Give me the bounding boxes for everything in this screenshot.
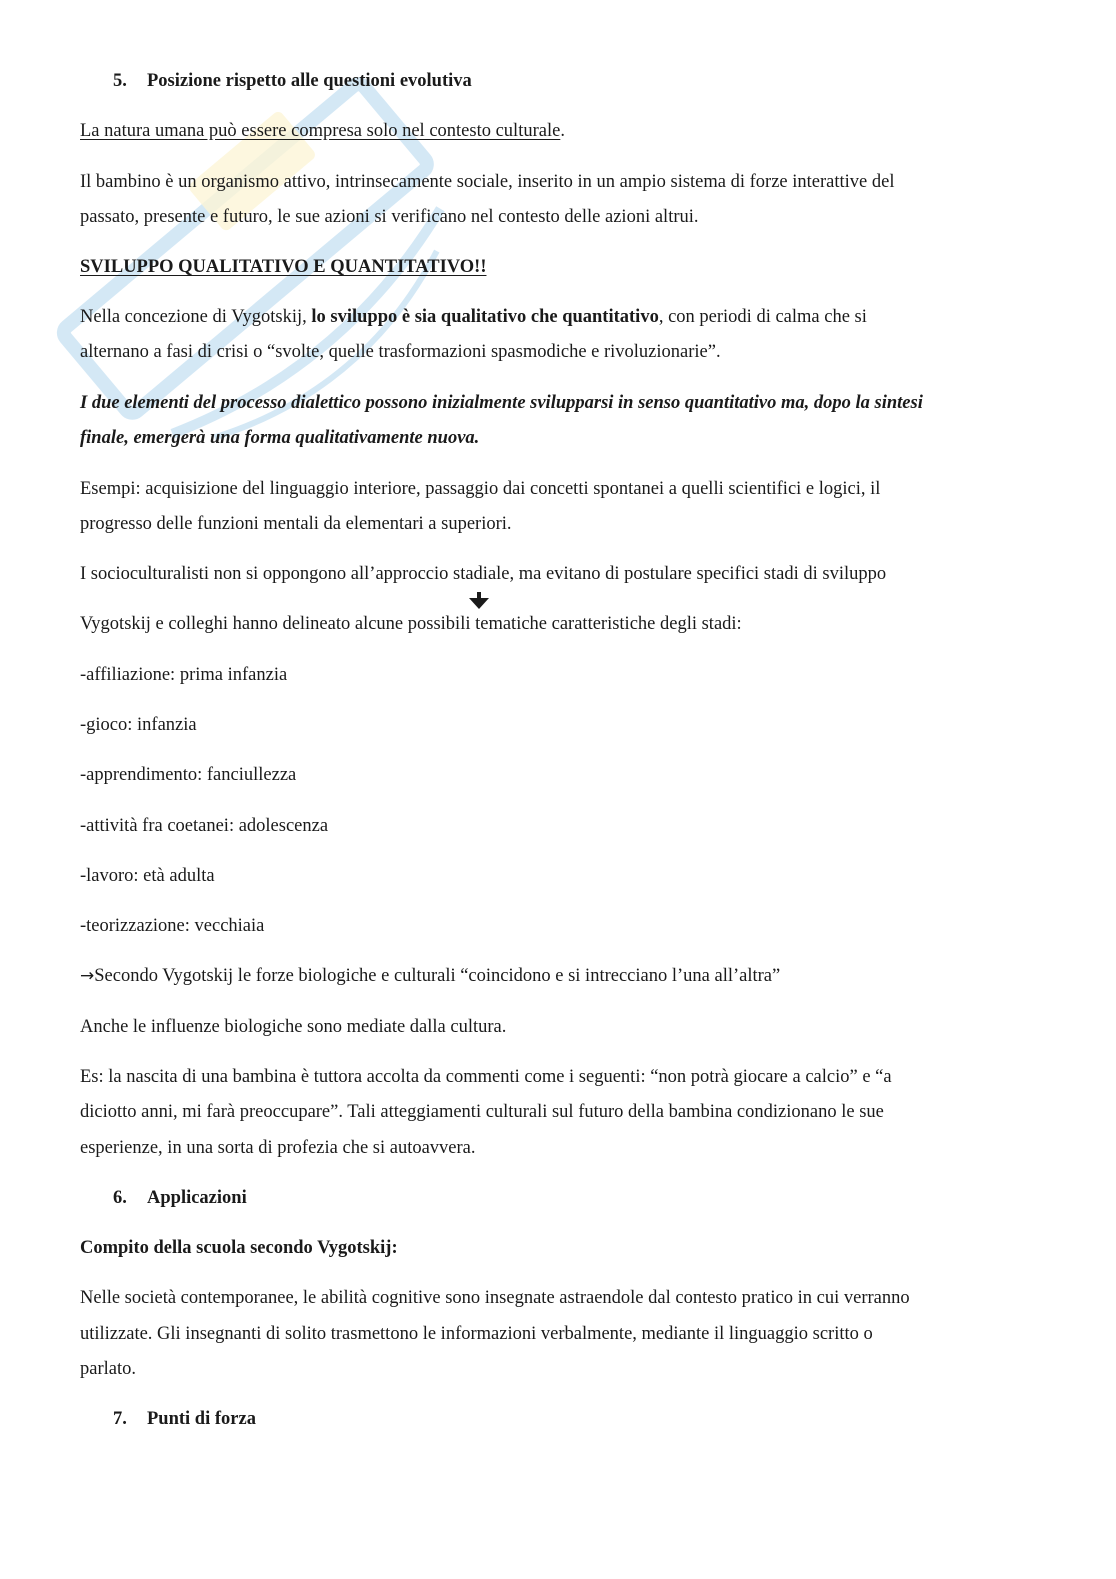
section-number: 7. [113,1409,127,1429]
paragraph-line: Nella concezione di Vygotskij, lo sviluppo è sia qualitativo che quantitativo, con periodi di calma che si [80,307,867,327]
arrow-down-icon [468,592,490,610]
bold-phrase: lo sviluppo è sia qualitativo che quantitativo [311,307,659,327]
list-item: -lavoro: età adulta [80,866,215,886]
list-item: -affiliazione: prima infanzia [80,665,288,685]
section-title: Posizione rispetto alle questioni evolutiva [147,71,472,91]
bold-italic-line: finale, emergerà una forma qualitativamente nuova. [80,428,480,448]
paragraph-line: passato, presente e futuro, le sue azioni si verificano nel contesto delle azioni altrui. [80,207,699,227]
section-number: 5. [113,71,127,91]
paragraph-line: Vygotskij e colleghi hanno delineato alcune possibili tematiche caratteristiche degli stadi: [80,614,742,634]
section-title: Applicazioni [147,1188,247,1208]
list-item: -gioco: infanzia [80,715,197,735]
paragraph-line: utilizzate. Gli insegnanti di solito trasmettono le informazioni verbalmente, mediante il linguaggio scritto o [80,1324,873,1344]
paragraph-line: Es: la nascita di una bambina è tuttora accolta da commenti come i seguenti: “non potrà giocare a calcio” e “a [80,1067,892,1087]
underlined-statement: La natura umana può essere compresa solo nel contesto culturale. [80,121,565,141]
paragraph-line: Esempi: acquisizione del linguaggio interiore, passaggio dai concetti spontanei a quelli scientifici e logici, il [80,479,881,499]
paragraph-line: I socioculturalisti non si oppongono all’approccio stadiale, ma evitano di postulare specifici stadi di sviluppo [80,564,887,584]
paragraph-line: Nelle società contemporanee, le abilità cognitive sono insegnate astraendole dal contesto pratico in cui verranno [80,1288,910,1308]
list-item: -teorizzazione: vecchiaia [80,916,265,936]
list-item: -apprendimento: fanciullezza [80,765,297,785]
subheading-sviluppo: SVILUPPO QUALITATIVO E QUANTITATIVO!! [80,257,487,277]
paragraph-line: parlato. [80,1359,136,1379]
paragraph-line: progresso delle funzioni mentali da elementari a superiori. [80,514,512,534]
section-5-heading [113,72,472,91]
section-title: Punti di forza [147,1409,256,1429]
section-number: 6. [113,1188,127,1208]
section-7-heading [113,1410,256,1429]
arrow-statement: →Secondo Vygotskij le forze biologiche e culturali “coincidono e si intrecciano l’una all’altra” [80,966,781,986]
list-item: -attività fra coetanei: adolescenza [80,816,329,836]
section-6-heading [113,1189,247,1208]
arrow-right-icon: → [80,966,95,986]
bold-italic-line: I due elementi del processo dialettico possono inizialmente svilupparsi in senso quantitativo ma, dopo la sintesi [80,393,923,413]
subheading-compito: Compito della scuola secondo Vygotskij: [80,1238,398,1258]
paragraph-line: esperienze, in una sorta di profezia che si autoavvera. [80,1138,476,1158]
paragraph-line: Anche le influenze biologiche sono mediate dalla cultura. [80,1017,507,1037]
paragraph-line: diciotto anni, mi farà preoccupare”. Tali atteggiamenti culturali sul futuro della bambina condizionano le sue [80,1102,884,1122]
underlined-text: La natura umana può essere compresa solo nel contesto culturale [80,121,561,141]
paragraph-line: alternano a fasi di crisi o “svolte, quelle trasformazioni spasmodiche e rivoluzionarie”. [80,342,721,362]
paragraph-line: Il bambino è un organismo attivo, intrinsecamente sociale, inserito in un ampio sistema di forze interattive del [80,172,895,192]
